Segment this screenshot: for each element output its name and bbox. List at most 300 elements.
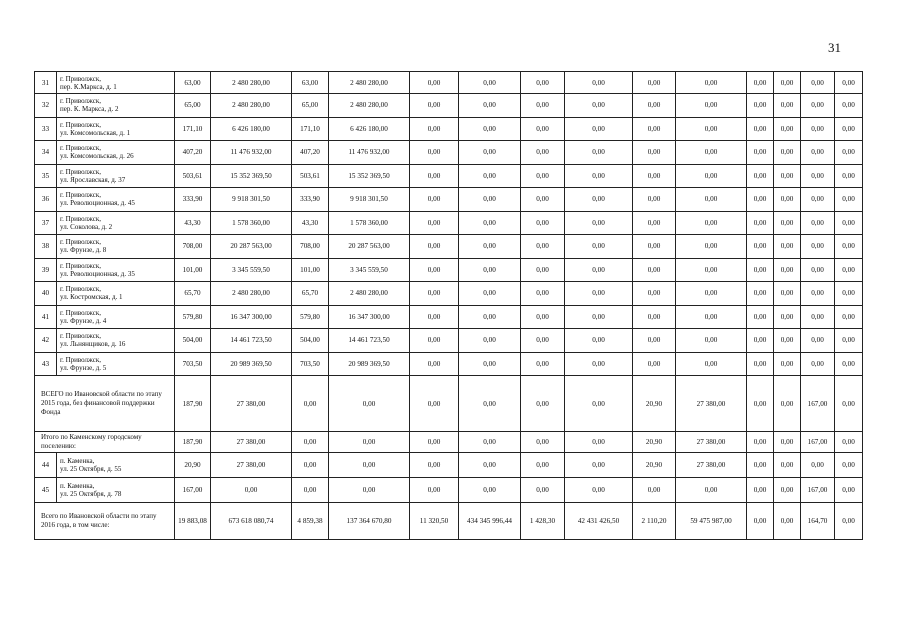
table-cell: 40 — [35, 282, 57, 306]
table-cell: 0,00 — [410, 305, 459, 329]
table-cell: 0,00 — [329, 453, 410, 478]
table-cell: 20,90 — [633, 453, 676, 478]
table-cell: 0,00 — [292, 453, 329, 478]
table-cell: 0,00 — [211, 478, 292, 503]
table-cell: 63,00 — [292, 72, 329, 94]
table-cell: 0,00 — [459, 164, 521, 188]
table-cell: 0,00 — [774, 453, 801, 478]
table-cell: 34 — [35, 141, 57, 165]
table-cell: 0,00 — [565, 188, 633, 212]
table-cell: 0,00 — [410, 72, 459, 94]
table-cell: 0,00 — [633, 478, 676, 503]
table-row — [35, 141, 863, 165]
table-cell: 0,00 — [835, 453, 863, 478]
table-row — [35, 352, 863, 376]
table-cell: 703,50 — [292, 352, 329, 376]
table-cell: 27 380,00 — [211, 432, 292, 453]
table-cell: 2 110,20 — [633, 503, 676, 540]
table-cell: 0,00 — [410, 164, 459, 188]
table-cell: 0,00 — [801, 141, 835, 165]
table-cell: 0,00 — [292, 376, 329, 432]
address-cell — [57, 329, 175, 353]
table-cell: 36 — [35, 188, 57, 212]
table-cell: 42 — [35, 329, 57, 353]
table-cell: 0,00 — [676, 352, 747, 376]
table-cell: 2 480 280,00 — [329, 94, 410, 118]
table-cell: 0,00 — [565, 282, 633, 306]
table-cell: 0,00 — [676, 188, 747, 212]
address-street: ул. 25 Октября, д. 55 — [60, 465, 122, 473]
table-cell: 0,00 — [521, 258, 565, 282]
address-street: ул. Костромская, д. 1 — [60, 293, 123, 302]
table-cell: 0,00 — [459, 258, 521, 282]
table-row — [35, 235, 863, 259]
table-cell: 0,00 — [521, 141, 565, 165]
table-cell: 0,00 — [676, 478, 747, 503]
table-cell: 14 461 723,50 — [329, 329, 410, 353]
table-cell: 0,00 — [747, 141, 774, 165]
address-locality: г. Приволжск, — [60, 191, 102, 200]
table-cell: 0,00 — [410, 282, 459, 306]
address-street: ул. Фрунзе, д. 4 — [60, 316, 107, 325]
row-label: Итого по Каменскому городскому поселению: — [35, 432, 175, 453]
table-cell: 0,00 — [835, 432, 863, 453]
table-cell: 16 347 300,00 — [211, 305, 292, 329]
table-cell: 59 475 987,00 — [676, 503, 747, 540]
table-cell: 20 989 369,50 — [329, 352, 410, 376]
table-cell: 0,00 — [747, 164, 774, 188]
table-cell: 20,90 — [633, 432, 676, 453]
table-cell: 0,00 — [410, 188, 459, 212]
table-cell: 0,00 — [747, 376, 774, 432]
address-locality: г. Приволжск, — [60, 332, 102, 341]
table-cell: 0,00 — [410, 117, 459, 141]
table-cell: 0,00 — [459, 94, 521, 118]
table-cell: 407,20 — [292, 141, 329, 165]
table-cell: 0,00 — [410, 94, 459, 118]
address-cell — [57, 478, 175, 503]
table-cell: 503,61 — [175, 164, 211, 188]
table-cell: 38 — [35, 235, 57, 259]
subtotal-row — [35, 432, 863, 453]
table-cell: 0,00 — [676, 72, 747, 94]
table-cell: 0,00 — [633, 164, 676, 188]
table-cell: 0,00 — [565, 305, 633, 329]
table-cell: 0,00 — [835, 117, 863, 141]
table-cell: 0,00 — [633, 282, 676, 306]
address-cell — [57, 94, 175, 118]
table-row — [35, 478, 863, 503]
address-street: пер. К. Маркса, д. 2 — [60, 105, 119, 114]
table-cell: 0,00 — [801, 258, 835, 282]
table-cell: 0,00 — [747, 211, 774, 235]
table-cell: 579,80 — [175, 305, 211, 329]
table-cell: 0,00 — [521, 235, 565, 259]
table-cell: 137 364 670,80 — [329, 503, 410, 540]
table-cell: 0,00 — [835, 329, 863, 353]
table-cell: 0,00 — [459, 305, 521, 329]
table-cell: 0,00 — [521, 305, 565, 329]
table-cell: 0,00 — [835, 503, 863, 540]
table-cell: 0,00 — [292, 432, 329, 453]
table-cell: 0,00 — [410, 478, 459, 503]
table-cell: 20,90 — [175, 453, 211, 478]
table-cell: 0,00 — [329, 478, 410, 503]
table-cell: 0,00 — [747, 258, 774, 282]
table-cell: 0,00 — [410, 211, 459, 235]
table-row — [35, 72, 863, 94]
table-cell: 0,00 — [835, 188, 863, 212]
table-cell: 0,00 — [774, 235, 801, 259]
address-locality: г. Приволжск, — [60, 355, 102, 364]
table-cell: 31 — [35, 72, 57, 94]
table-cell: 0,00 — [747, 72, 774, 94]
table-cell: 0,00 — [676, 211, 747, 235]
table-cell: 0,00 — [801, 72, 835, 94]
table-cell: 0,00 — [774, 376, 801, 432]
table-cell: 0,00 — [521, 376, 565, 432]
table-cell: 0,00 — [676, 305, 747, 329]
table-cell: 0,00 — [459, 282, 521, 306]
table-cell: 0,00 — [633, 72, 676, 94]
table-cell: 9 918 301,50 — [211, 188, 292, 212]
table-cell: 0,00 — [774, 164, 801, 188]
address-locality: г. Приволжск, — [60, 214, 102, 223]
total-2015-row — [35, 376, 863, 432]
table-cell: 63,00 — [175, 72, 211, 94]
table-cell: 0,00 — [747, 453, 774, 478]
table-cell: 2 480 280,00 — [211, 94, 292, 118]
table-cell: 0,00 — [774, 188, 801, 212]
table-cell: 0,00 — [835, 258, 863, 282]
address-cell — [57, 235, 175, 259]
table-cell: 6 426 180,00 — [211, 117, 292, 141]
table-cell: 11 320,50 — [410, 503, 459, 540]
table-cell: 0,00 — [565, 329, 633, 353]
table-cell: 167,00 — [175, 478, 211, 503]
table-cell: 0,00 — [774, 329, 801, 353]
table-cell: 0,00 — [633, 211, 676, 235]
row-label: Всего по Ивановской области по этапу 2016 года, в том числе: — [35, 503, 175, 540]
table-row — [35, 188, 863, 212]
table-cell: 708,00 — [175, 235, 211, 259]
table-cell: 0,00 — [410, 258, 459, 282]
table-cell: 187,90 — [175, 432, 211, 453]
table-cell: 0,00 — [521, 72, 565, 94]
table-cell: 0,00 — [565, 164, 633, 188]
table-cell: 15 352 369,50 — [211, 164, 292, 188]
table-cell: 45 — [35, 478, 57, 503]
address-locality: г. Приволжск, — [60, 74, 102, 83]
address-cell — [57, 282, 175, 306]
table-cell: 0,00 — [292, 478, 329, 503]
table-cell: 0,00 — [459, 376, 521, 432]
address-cell — [57, 211, 175, 235]
table-cell: 65,70 — [175, 282, 211, 306]
table-cell: 0,00 — [801, 117, 835, 141]
table-cell: 503,61 — [292, 164, 329, 188]
table-row — [35, 282, 863, 306]
table-cell: 0,00 — [633, 94, 676, 118]
table-cell: 35 — [35, 164, 57, 188]
table-cell: 0,00 — [633, 188, 676, 212]
table-cell: 1 578 360,00 — [329, 211, 410, 235]
address-locality: г. Приволжск, — [60, 285, 102, 294]
table-row — [35, 117, 863, 141]
table-cell: 0,00 — [329, 376, 410, 432]
table-row — [35, 94, 863, 118]
table-cell: 0,00 — [521, 94, 565, 118]
table-cell: 0,00 — [747, 94, 774, 118]
table-cell: 42 431 426,50 — [565, 503, 633, 540]
address-cell — [57, 72, 175, 94]
address-cell — [57, 258, 175, 282]
table-cell: 41 — [35, 305, 57, 329]
table-cell: 167,00 — [801, 478, 835, 503]
table-cell: 708,00 — [292, 235, 329, 259]
table-cell: 0,00 — [459, 478, 521, 503]
table-cell: 27 380,00 — [676, 453, 747, 478]
table-cell: 579,80 — [292, 305, 329, 329]
table-cell: 0,00 — [521, 478, 565, 503]
table-cell: 703,50 — [175, 352, 211, 376]
table-cell: 167,00 — [801, 376, 835, 432]
table-cell: 0,00 — [747, 432, 774, 453]
table-cell: 44 — [35, 453, 57, 478]
table-cell: 0,00 — [835, 141, 863, 165]
table-cell: 0,00 — [676, 117, 747, 141]
address-locality: г. Приволжск, — [60, 144, 102, 153]
table-cell: 0,00 — [676, 258, 747, 282]
resettlement-table — [34, 71, 863, 540]
table-cell: 0,00 — [565, 235, 633, 259]
table-cell: 0,00 — [410, 432, 459, 453]
page-number: 31 — [828, 40, 841, 55]
table-cell: 0,00 — [521, 164, 565, 188]
table-cell: 11 476 932,00 — [329, 141, 410, 165]
address-locality: п. Каменка, — [60, 482, 95, 490]
address-locality: г. Приволжск, — [60, 308, 102, 317]
address-cell — [57, 453, 175, 478]
table-cell: 16 347 300,00 — [329, 305, 410, 329]
table-cell: 4 859,38 — [292, 503, 329, 540]
address-locality: г. Приволжск, — [60, 261, 102, 270]
table-cell: 0,00 — [329, 432, 410, 453]
table-cell: 27 380,00 — [211, 453, 292, 478]
table-cell: 0,00 — [747, 478, 774, 503]
table-cell: 0,00 — [801, 453, 835, 478]
table-cell: 407,20 — [175, 141, 211, 165]
table-cell: 0,00 — [774, 432, 801, 453]
table-cell: 27 380,00 — [211, 376, 292, 432]
table-cell: 2 480 280,00 — [211, 72, 292, 94]
table-cell: 20,90 — [633, 376, 676, 432]
table-cell: 187,90 — [175, 376, 211, 432]
table-cell: 0,00 — [565, 376, 633, 432]
address-cell — [57, 141, 175, 165]
table-cell: 0,00 — [521, 432, 565, 453]
table-cell: 0,00 — [835, 72, 863, 94]
table-cell: 20 287 563,00 — [329, 235, 410, 259]
table-cell: 504,00 — [292, 329, 329, 353]
table-row — [35, 305, 863, 329]
address-cell — [57, 164, 175, 188]
table-cell: 65,00 — [292, 94, 329, 118]
table-cell: 43 — [35, 352, 57, 376]
table-cell: 0,00 — [676, 141, 747, 165]
table-row — [35, 453, 863, 478]
table-cell: 0,00 — [410, 453, 459, 478]
table-cell: 15 352 369,50 — [329, 164, 410, 188]
table-cell: 1 578 360,00 — [211, 211, 292, 235]
table-cell: 0,00 — [410, 141, 459, 165]
table-cell: 33 — [35, 117, 57, 141]
table-cell: 20 287 563,00 — [211, 235, 292, 259]
table-cell: 0,00 — [801, 164, 835, 188]
table-cell: 0,00 — [521, 211, 565, 235]
table-cell: 0,00 — [835, 478, 863, 503]
table-cell: 0,00 — [410, 352, 459, 376]
table-cell: 0,00 — [801, 94, 835, 118]
table-cell: 0,00 — [459, 453, 521, 478]
table-cell: 0,00 — [747, 305, 774, 329]
table-cell: 0,00 — [410, 329, 459, 353]
address-street: ул. Революционная, д. 35 — [60, 269, 135, 278]
table-cell: 0,00 — [633, 258, 676, 282]
address-street: ул. Фрунзе, д. 5 — [60, 363, 107, 372]
table-cell: 0,00 — [459, 235, 521, 259]
table-cell: 65,70 — [292, 282, 329, 306]
table-cell: 0,00 — [521, 282, 565, 306]
table-row — [35, 211, 863, 235]
address-street: пер. К.Маркса, д. 1 — [60, 82, 117, 91]
table-cell: 0,00 — [835, 164, 863, 188]
table-cell: 0,00 — [747, 282, 774, 306]
table-cell: 11 476 932,00 — [211, 141, 292, 165]
table-cell: 0,00 — [565, 211, 633, 235]
address-street: ул. Комсомольская, д. 26 — [60, 152, 134, 161]
address-cell — [57, 188, 175, 212]
table-cell: 0,00 — [747, 329, 774, 353]
table-cell: 504,00 — [175, 329, 211, 353]
table-cell: 2 480 280,00 — [329, 72, 410, 94]
table-cell: 3 345 559,50 — [211, 258, 292, 282]
table-cell: 0,00 — [774, 258, 801, 282]
table-cell: 0,00 — [459, 432, 521, 453]
table-row — [35, 164, 863, 188]
address-street: ул. 25 Октября, д. 78 — [60, 490, 122, 498]
table-cell: 0,00 — [565, 432, 633, 453]
table-cell: 0,00 — [774, 305, 801, 329]
table-cell: 0,00 — [774, 117, 801, 141]
table-cell: 19 883,08 — [175, 503, 211, 540]
table-cell: 9 918 301,50 — [329, 188, 410, 212]
total-2016-row — [35, 503, 863, 540]
table-cell: 434 345 996,44 — [459, 503, 521, 540]
table-cell: 0,00 — [459, 329, 521, 353]
table-cell: 0,00 — [835, 305, 863, 329]
address-cell — [57, 117, 175, 141]
table-cell: 0,00 — [633, 329, 676, 353]
table-cell: 2 480 280,00 — [329, 282, 410, 306]
table-cell: 0,00 — [565, 72, 633, 94]
table-cell: 0,00 — [747, 235, 774, 259]
table-cell: 0,00 — [633, 117, 676, 141]
table-cell: 0,00 — [747, 117, 774, 141]
table-cell: 39 — [35, 258, 57, 282]
table-cell: 0,00 — [747, 188, 774, 212]
address-street: ул. Революционная, д. 45 — [60, 199, 135, 208]
table-cell: 0,00 — [633, 235, 676, 259]
table-cell: 6 426 180,00 — [329, 117, 410, 141]
table-cell: 0,00 — [633, 352, 676, 376]
table-cell: 0,00 — [676, 235, 747, 259]
address-street: ул. Фрунзе, д. 8 — [60, 246, 107, 255]
table-cell: 0,00 — [801, 235, 835, 259]
table-cell: 0,00 — [565, 453, 633, 478]
table-row — [35, 258, 863, 282]
table-cell: 0,00 — [747, 503, 774, 540]
table-cell: 0,00 — [521, 329, 565, 353]
table-cell: 0,00 — [459, 141, 521, 165]
table-cell: 0,00 — [633, 305, 676, 329]
table-cell: 0,00 — [521, 117, 565, 141]
address-street: ул. Комсомольская, д. 1 — [60, 128, 131, 137]
table-row — [35, 329, 863, 353]
table-cell: 0,00 — [801, 188, 835, 212]
table-cell: 0,00 — [676, 329, 747, 353]
table-cell: 0,00 — [801, 305, 835, 329]
table-cell: 0,00 — [801, 352, 835, 376]
table-cell: 333,90 — [175, 188, 211, 212]
address-street: ул. Льнянщиков, д. 16 — [60, 340, 126, 349]
table-cell: 171,10 — [292, 117, 329, 141]
table-cell: 0,00 — [774, 352, 801, 376]
table-cell: 101,00 — [292, 258, 329, 282]
address-locality: г. Приволжск, — [60, 97, 102, 106]
table-cell: 0,00 — [459, 211, 521, 235]
table-cell: 0,00 — [801, 211, 835, 235]
table-cell: 0,00 — [459, 352, 521, 376]
table-cell: 0,00 — [774, 141, 801, 165]
table-cell: 0,00 — [565, 258, 633, 282]
table-cell: 164,70 — [801, 503, 835, 540]
address-locality: г. Приволжск, — [60, 238, 102, 247]
table-cell: 3 345 559,50 — [329, 258, 410, 282]
table-cell: 0,00 — [565, 141, 633, 165]
table-cell: 20 989 369,50 — [211, 352, 292, 376]
table-cell: 0,00 — [633, 141, 676, 165]
table-cell: 0,00 — [521, 188, 565, 212]
table-cell: 167,00 — [801, 432, 835, 453]
table-cell: 0,00 — [410, 376, 459, 432]
table-cell: 0,00 — [801, 282, 835, 306]
table-cell: 32 — [35, 94, 57, 118]
table-cell: 0,00 — [676, 282, 747, 306]
table-cell: 0,00 — [459, 72, 521, 94]
table-cell: 0,00 — [521, 352, 565, 376]
table-cell: 0,00 — [459, 117, 521, 141]
address-locality: г. Приволжск, — [60, 167, 102, 176]
address-street: ул. Соколова, д. 2 — [60, 222, 113, 231]
table-cell: 673 618 080,74 — [211, 503, 292, 540]
table-cell: 2 480 280,00 — [211, 282, 292, 306]
address-cell — [57, 352, 175, 376]
table-cell: 1 428,30 — [521, 503, 565, 540]
table-cell: 0,00 — [410, 235, 459, 259]
table-cell: 43,30 — [175, 211, 211, 235]
table-cell: 0,00 — [676, 164, 747, 188]
